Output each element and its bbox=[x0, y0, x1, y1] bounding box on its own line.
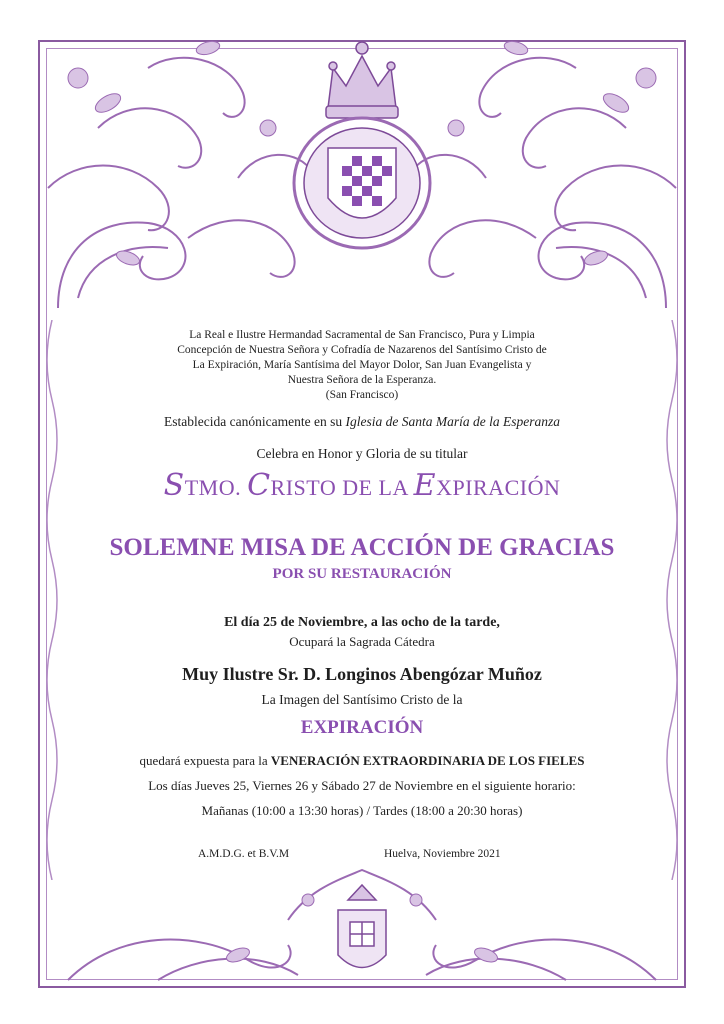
top-ornament bbox=[38, 8, 686, 328]
church-name: Iglesia de Santa María de la Esperanza bbox=[345, 414, 560, 429]
titular-cap-1: S bbox=[163, 468, 185, 503]
coat-of-arms-icon bbox=[294, 118, 430, 248]
veneration-bold: VENERACIÓN EXTRAORDINARIA DE LOS FIELES bbox=[270, 753, 585, 768]
titular-cap-2: C bbox=[247, 468, 271, 503]
expiracion-title: EXPIRACIÓN bbox=[300, 717, 424, 738]
date-line: El día 25 de Noviembre, a las ocho de la tarde, bbox=[224, 615, 500, 630]
crown-icon bbox=[326, 42, 398, 118]
established-prefix: Establecida canónicamente en su bbox=[164, 414, 346, 429]
veneration-line bbox=[80, 753, 644, 769]
header-line: Nuestra Señora de la Esperanza. bbox=[287, 374, 437, 386]
titular-title bbox=[80, 468, 644, 503]
catedra-line: Ocupará la Sagrada Cátedra bbox=[289, 634, 435, 649]
titular-cap-3: E bbox=[413, 468, 437, 503]
days-line: Los días Jueves 25, Viernes 26 y Sábado 27 de Noviembre en el siguiente horario: bbox=[148, 778, 576, 793]
place-date: Huelva, Noviembre 2021 bbox=[384, 848, 501, 860]
header-line: (San Francisco) bbox=[325, 389, 399, 401]
right-side-ornament bbox=[660, 320, 684, 880]
header-line: La Expiración, María Santísima del Mayor Dolor, San Juan Evangelista y bbox=[192, 359, 532, 371]
header-line: La Real e Ilustre Hermandad Sacramental de San Francisco, Pura y Limpia bbox=[189, 329, 535, 341]
amdg-text: A.M.D.G. et B.V.M bbox=[198, 848, 290, 860]
celebra-line: Celebra en Honor y Gloria de su titular bbox=[256, 446, 468, 461]
titular-rest-2: RISTO DE LA bbox=[270, 475, 414, 500]
mass-subtitle: POR SU RESTAURACIÓN bbox=[272, 566, 452, 582]
mass-title: SOLEMNE MISA DE ACCIÓN DE GRACIAS bbox=[109, 534, 615, 561]
titular-rest-3: XPIRACIÓN bbox=[436, 475, 561, 500]
header-line: Concepción de Nuestra Señora y Cofradía de Nazarenos del Santísimo Cristo de bbox=[177, 344, 547, 356]
veneration-prefix: quedará expuesta para la bbox=[139, 753, 271, 768]
image-line: La Imagen del Santísimo Cristo de la bbox=[261, 692, 463, 707]
brotherhood-name bbox=[80, 328, 644, 403]
titular-rest-1: TMO. bbox=[184, 475, 248, 500]
established-line bbox=[80, 414, 644, 430]
left-side-ornament bbox=[40, 320, 64, 880]
preacher-name: Muy Ilustre Sr. D. Longinos Abengózar Muñoz bbox=[182, 664, 542, 684]
bottom-crest-icon bbox=[338, 885, 386, 968]
bottom-ornament bbox=[38, 860, 686, 990]
schedule-line: Mañanas (10:00 a 13:30 horas) / Tardes (18:00 a 20:30 horas) bbox=[201, 803, 523, 818]
